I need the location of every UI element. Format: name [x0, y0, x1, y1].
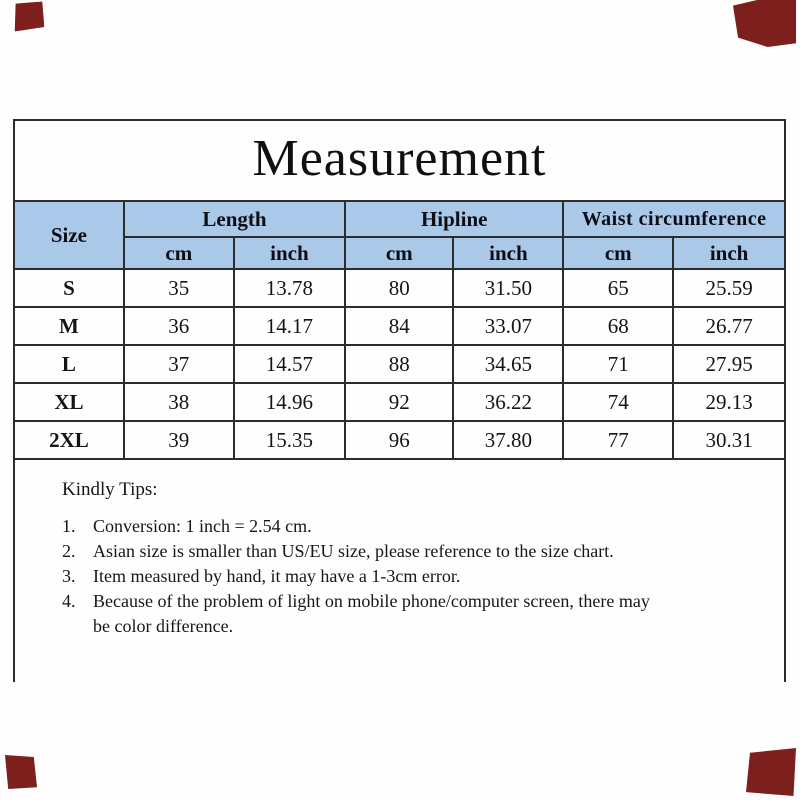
- cell-value: 77: [563, 421, 673, 459]
- tip-number: 4.: [62, 591, 76, 611]
- cell-value: 71: [563, 345, 673, 383]
- size-table: [13, 200, 786, 460]
- cell-value: 25.59: [673, 269, 785, 307]
- cell-value: 38: [124, 383, 234, 421]
- cell-value: 34.65: [453, 345, 563, 383]
- cell-value: 92: [345, 383, 453, 421]
- tip-item-2: [62, 539, 712, 564]
- page-title: Measurement: [252, 130, 547, 187]
- cell-value: 39: [124, 421, 234, 459]
- table-row-2xl: [14, 421, 785, 459]
- cell-value: 29.13: [673, 383, 785, 421]
- table-row-m: [14, 307, 785, 345]
- size-label: M: [14, 307, 124, 345]
- tip-number: 1.: [62, 516, 76, 536]
- unit-header-hipline-cm: cm: [345, 237, 453, 269]
- column-group-hipline: Hipline: [345, 201, 563, 237]
- tip-item-4: [62, 589, 712, 639]
- cell-value: 13.78: [234, 269, 345, 307]
- cell-value: 36: [124, 307, 234, 345]
- cell-value: 74: [563, 383, 673, 421]
- size-label: S: [14, 269, 124, 307]
- table-row-l: [14, 345, 785, 383]
- unit-header-hipline-inch: inch: [453, 237, 563, 269]
- table-row-xl: [14, 383, 785, 421]
- cell-value: 65: [563, 269, 673, 307]
- corner-mark-top-left: [13, 1, 45, 31]
- cell-value: 31.50: [453, 269, 563, 307]
- column-header-size: Size: [14, 201, 124, 269]
- tips-heading: Kindly Tips:: [62, 479, 158, 500]
- tip-number: 3.: [62, 566, 76, 586]
- tip-number: 2.: [62, 541, 76, 561]
- cell-value: 96: [345, 421, 453, 459]
- cell-value: 37: [124, 345, 234, 383]
- column-group-waist-circumference: Waist circumference: [563, 201, 785, 237]
- cell-value: 27.95: [673, 345, 785, 383]
- unit-header-length-inch: inch: [234, 237, 345, 269]
- tip-text: Because of the problem of light on mobile phone/computer screen, there may be color difference.: [93, 591, 650, 636]
- cell-value: 80: [345, 269, 453, 307]
- cell-value: 37.80: [453, 421, 563, 459]
- cell-value: 30.31: [673, 421, 785, 459]
- kindly-tips-section: [62, 479, 712, 639]
- size-label: 2XL: [14, 421, 124, 459]
- tip-item-1: [62, 514, 712, 539]
- size-label: XL: [14, 383, 124, 421]
- size-label: L: [14, 345, 124, 383]
- cell-value: 35: [124, 269, 234, 307]
- corner-mark-bottom-left: [5, 755, 37, 789]
- cell-value: 36.22: [453, 383, 563, 421]
- cell-value: 14.57: [234, 345, 345, 383]
- unit-header-waist-cm: cm: [563, 237, 673, 269]
- cell-value: 84: [345, 307, 453, 345]
- unit-header-waist-inch: inch: [673, 237, 785, 269]
- cell-value: 68: [563, 307, 673, 345]
- cell-value: 14.96: [234, 383, 345, 421]
- column-group-length: Length: [124, 201, 345, 237]
- cell-value: 88: [345, 345, 453, 383]
- tip-text: Conversion: 1 inch = 2.54 cm.: [93, 516, 312, 536]
- table-row-s: [14, 269, 785, 307]
- corner-mark-top-right: [733, 0, 796, 47]
- cell-value: 14.17: [234, 307, 345, 345]
- tip-text: Item measured by hand, it may have a 1-3cm error.: [93, 566, 461, 586]
- unit-header-length-cm: cm: [124, 237, 234, 269]
- tip-item-3: [62, 564, 712, 589]
- cell-value: 26.77: [673, 307, 785, 345]
- cell-value: 15.35: [234, 421, 345, 459]
- corner-mark-bottom-right: [746, 748, 796, 796]
- tip-text: Asian size is smaller than US/EU size, please reference to the size chart.: [93, 541, 614, 561]
- cell-value: 33.07: [453, 307, 563, 345]
